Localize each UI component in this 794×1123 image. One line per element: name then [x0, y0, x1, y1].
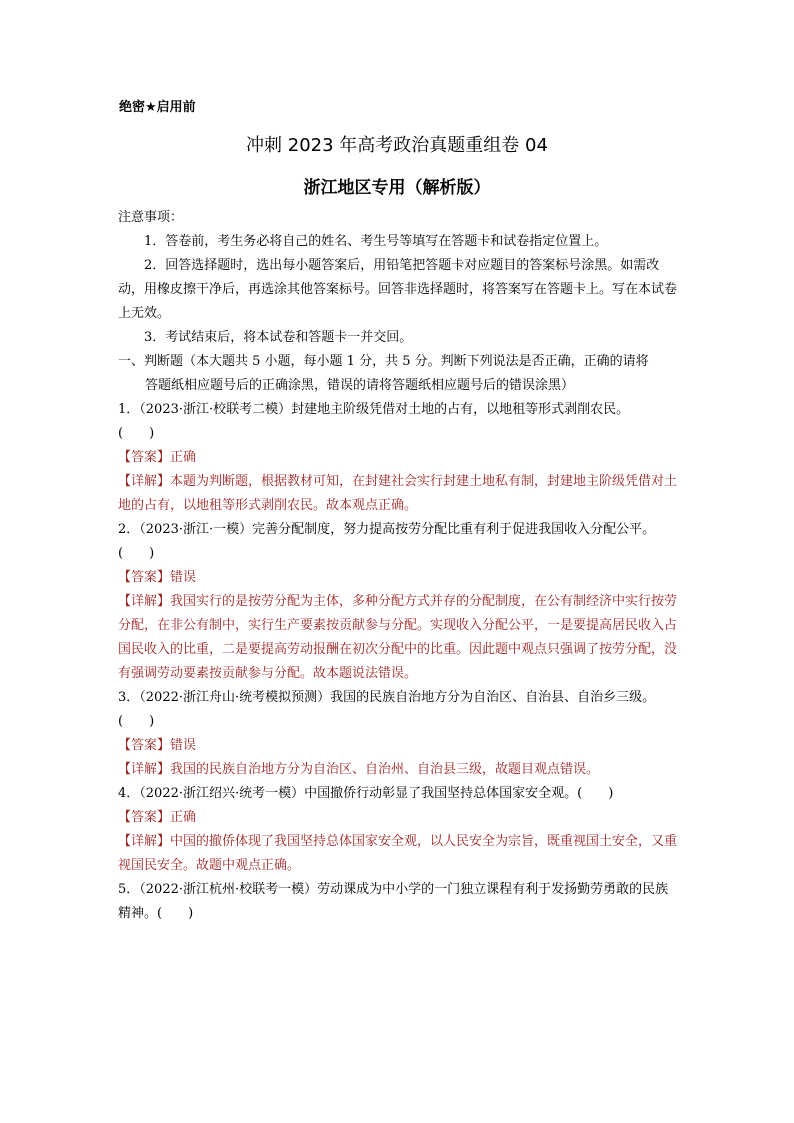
question-1-detail: [118, 470, 678, 518]
answer-tag: 【答案】: [118, 738, 171, 753]
question-3-text: 3．（2022·浙江舟山·统考模拟预测）我国的民族自治地方分为自治区、自治县、自治乡三级。: [118, 690, 656, 705]
notice-heading: 注意事项：: [118, 210, 184, 225]
question-4-answer: [118, 806, 678, 830]
answer-value: 错误: [170, 738, 197, 753]
question-5-text: 5．（2022·浙江杭州·校联考一模）劳动课成为中小学的一门独立课程有利于发扬勤劳勇敢的民族精神。( ): [118, 882, 669, 921]
question-2-bracket: ( ): [118, 546, 155, 561]
answer-value: 正确: [170, 810, 197, 825]
question-3-answer: [118, 734, 678, 758]
detail-text: 中国的撤侨体现了我国坚持总体国家安全观，以人民安全为宗旨，既重视国土安全，又重视国民安全。故题中观点正确。: [118, 834, 678, 873]
detail-text: 我国的民族自治地方分为自治区、自治州、自治县三级，故题目观点错误。: [170, 762, 600, 777]
detail-tag: 【详解】: [118, 834, 171, 849]
section-heading: 一、判断题（本大题共 5 小题，每小题 1 分，共 5 分。判断下列说法是否正确，正确的请将: [118, 354, 649, 369]
confidential-label: 绝密★启用前: [119, 100, 196, 115]
question-1-text: 1．（2023·浙江·校联考二模）封建地主阶级凭借对土地的占有，以地租等形式剥削农民。: [118, 402, 630, 417]
detail-tag: 【详解】: [118, 594, 171, 609]
answer-value: 错误: [170, 570, 197, 585]
answer-tag: 【答案】: [118, 570, 171, 585]
question-1-answer: [118, 446, 678, 470]
detail-tag: 【详解】: [118, 762, 171, 777]
page-subtitle: 浙江地区专用（解析版）: [303, 178, 491, 198]
question-3-detail: [118, 758, 678, 782]
question-2-detail: [118, 590, 678, 686]
question-3-bracket: ( ): [118, 714, 155, 729]
notice-item-1: 1．答卷前，考生务必将自己的姓名、考生号等填写在答题卡和试卷指定位置上。: [144, 234, 608, 249]
detail-text: 我国实行的是按劳分配为主体，多种分配方式并存的分配制度，在公有制经济中实行按劳分配，在非公有制中，实行生产要素按贡献参与分配。实现收入分配公平，一是要提高居民收入占国民收入的比重，二是要提高劳动报酬在初次分配中的比重。因此题中观点只强调了按劳分配，没有强调劳动要素按贡献参与分配。故本题说法错误。: [118, 594, 678, 681]
notice-item-2: 2．回答选择题时，选出每小题答案后，用铅笔把答题卡对应题目的答案标号涂黑。如需改动，用橡皮擦干净后，再选涂其他答案标号。回答非选择题时，将答案写在答题卡上。写在本试卷上无效。: [118, 258, 678, 321]
question-2-answer: [118, 566, 678, 590]
page-title: 冲刺 2023 年高考政治真题重组卷 04: [246, 135, 548, 156]
document-body: [118, 206, 678, 926]
answer-value: 正确: [170, 450, 197, 465]
question-4-detail: [118, 830, 678, 878]
detail-tag: 【详解】: [118, 474, 171, 489]
question-1-bracket: ( ): [118, 426, 155, 441]
detail-text: 本题为判断题，根据教材可知，在封建社会实行封建土地私有制，封建地主阶级凭借对土地的占有，以地租等形式剥削农民。故本观点正确。: [118, 474, 678, 513]
answer-tag: 【答案】: [118, 450, 171, 465]
notice-item-3: 3．考试结束后，将本试卷和答题卡一并交回。: [144, 330, 413, 345]
question-2-text: 2．（2023·浙江·一模）完善分配制度，努力提高按劳分配比重有利于促进我国收入分配公平。: [118, 522, 656, 537]
answer-tag: 【答案】: [118, 810, 171, 825]
section-heading-continued: 答题纸相应题号后的正确涂黑，错误的请将答题纸相应题号后的错误涂黑）: [145, 378, 575, 393]
question-4-text: 4．（2022·浙江绍兴·统考一模）中国撤侨行动彰显了我国坚持总体国家安全观。( ): [118, 786, 614, 801]
